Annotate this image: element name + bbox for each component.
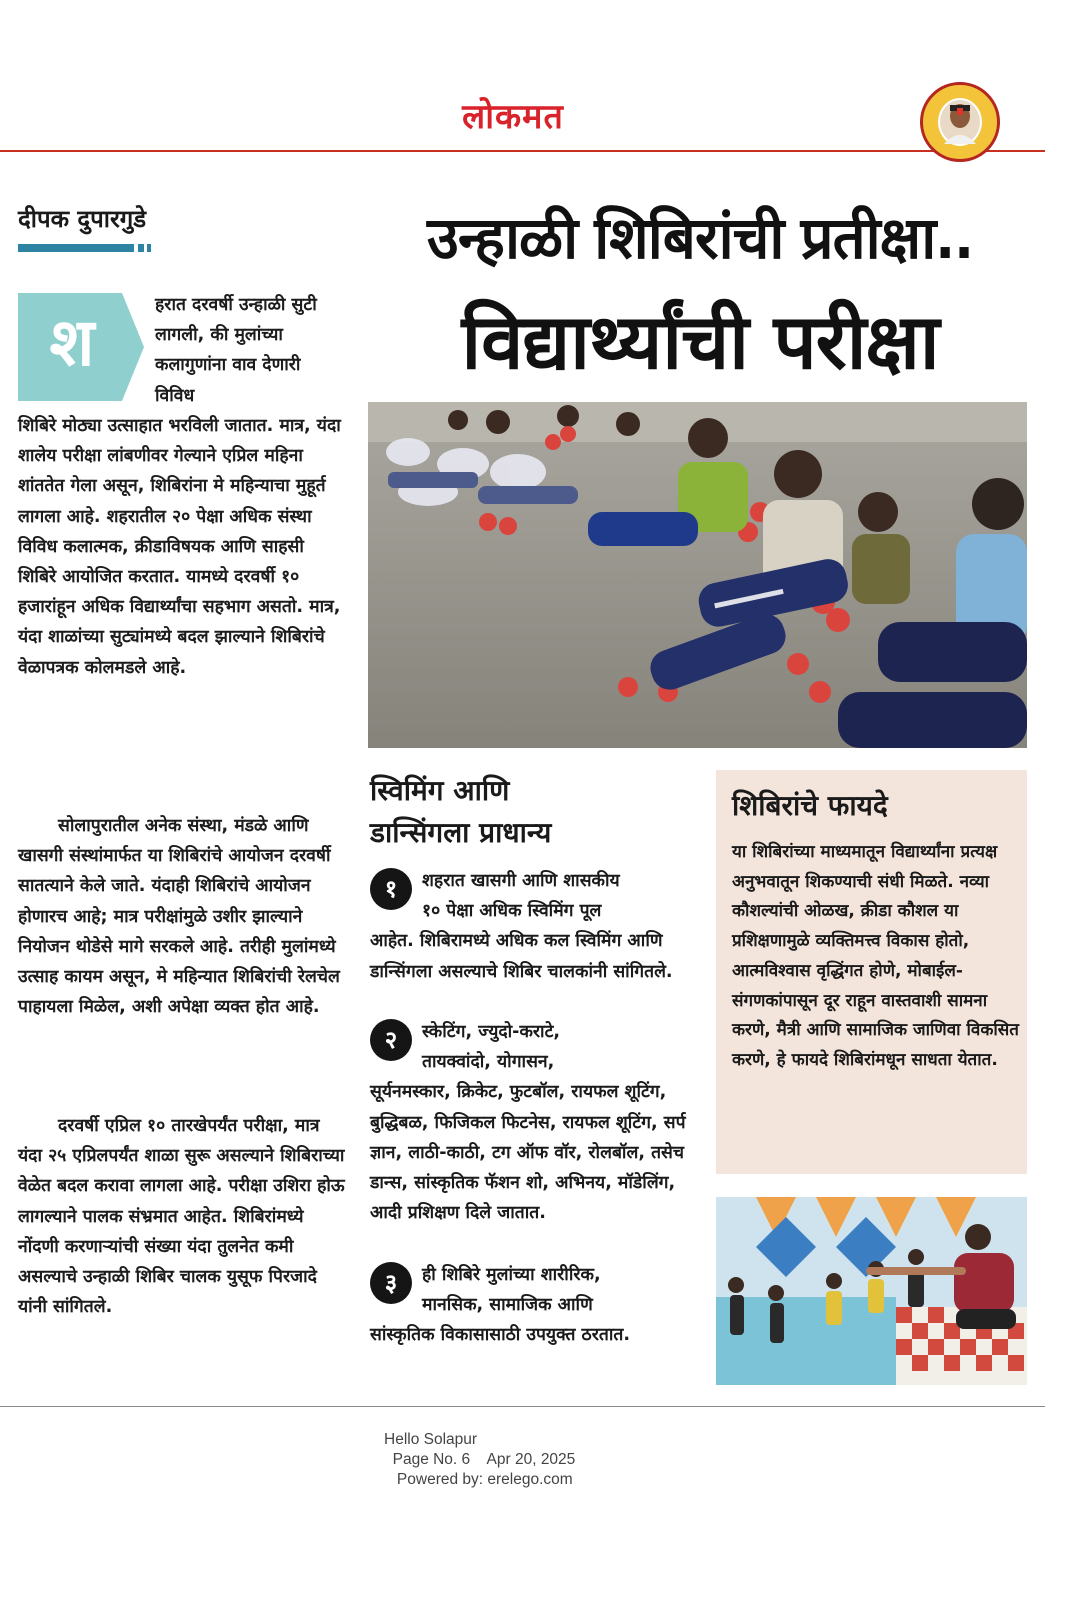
point-text: आहेत. शिबिरामध्ये अधिक कल स्विमिंग आणि डान्सिंगला असल्याचे शिबिर चालकांनी सांगितले. <box>370 931 673 982</box>
byline-underline-dash <box>147 244 151 252</box>
number-badge: २ <box>370 1019 412 1061</box>
lead-paragraph: शिबिरे मोठ्या उत्साहात भरविली जातात. मात्र, यंदा शालेय परीक्षा लांबणीवर गेल्याने एप्रिल महिना शांततेत गेला असून, शिबिरांना मे महिन्याचा मुहूर्त लागला आहे. शहरातील २० पेक्षा अधिक संस्था विविध कलात्मक, क्रीडाविषयक आणि साहसी शिबिरे आयोजित करतात. यामध्ये दरवर्षी १० हजारांहून अधिक विद्यार्थ्यांचा सहभाग असतो. मात्र, यंदा शाळांच्या सुट्यांमध्ये बदल झाल्याने शिबिरांचे वेळापत्रक कोलमडले आहे. <box>18 416 341 678</box>
subheading <box>370 770 690 854</box>
point-text-line: शहरात खासगी आणि शासकीय <box>422 871 620 891</box>
benefits-title: शिबिरांचे फायदे <box>732 789 888 822</box>
byline-underline <box>18 244 134 252</box>
lead-paragraph-start: हरात दरवर्षी उन्हाळी सुटी लागली, की मुलांच्या कलागुणांना वाव देणारी विविध <box>155 295 317 406</box>
subheading-line-2: डान्सिंगला प्राधान्य <box>370 816 552 849</box>
lokmat-logo: लोकमत <box>462 97 564 137</box>
number-badge: ३ <box>370 1262 412 1304</box>
point-item <box>370 1260 690 1351</box>
footer-rule <box>0 1406 1045 1407</box>
footer <box>384 1430 575 1490</box>
footer-powered-by: Powered by: erelego.com <box>384 1471 573 1488</box>
point-text-line: मानसिक, सामाजिक आणि <box>422 1295 593 1316</box>
point-item <box>370 1017 690 1228</box>
body-paragraph: सोलापुरातील अनेक संस्था, मंडळे आणि खासगी संस्थांमार्फत या शिबिरांचे आयोजन दरवर्षी सातत्याने केले जाते. यंदाही शिबिरांचे आयोजन होणारच आहे; मात्र परीक्षांमुळे उशीर झाल्याने नियोजन थोडेसे मागे सरकले आहे. तरीही मुलांमध्ये उत्साह कायम असून, मे महिन्यात शिबिरांची रेलचेल पाहायला मिळेल, अशी अपेक्षा व्यक्त होत आहे. <box>18 816 340 1018</box>
headline-line-2: विद्यार्थ्यांची परीक्षा <box>461 297 939 386</box>
point-text-line: ही शिबिरे मुलांच्या शारीरिक, <box>422 1265 601 1285</box>
byline: दीपक दुपारगुडे <box>18 205 147 233</box>
byline-underline-dash <box>138 244 144 252</box>
point-text: सांस्कृतिक विकासासाठी उपयुक्त ठरतात. <box>370 1325 630 1346</box>
skating-children-photo <box>368 402 1027 748</box>
footer-edition: Hello Solapur <box>384 1431 478 1448</box>
benefits-text: या शिबिरांच्या माध्यमातून विद्यार्थ्यांना प्रत्यक्ष अनुभवातून शिकण्याची संधी मिळते. नव्या कौशल्यांची ओळख, क्रीडा कौशल या प्रशिक्षणामुळे व्यक्तिमत्त्व विकास होतो, आत्मविश्वास वृद्धिंगत होणे, मोबाईल-संगणकांपासून दूर राहून वास्तवाशी सामना करणे, मैत्री आणि सामाजिक जाणिवा विकसित करणे, हे फायदे शिबिरांमधून साधता येतात. <box>732 842 1019 1070</box>
body-paragraph: दरवर्षी एप्रिल १० तारखेपर्यंत परीक्षा, मात्र यंदा २५ एप्रिलपर्यंत शाळा सुरू असल्याने शिबिराच्या वेळेत बदल करावा लागला आहे. परीक्षा उशिरा होऊ लागल्याने पालक संभ्रमात आहेत. शिबिरांमध्ये नोंदणी करणाऱ्यांची संख्या यंदा तुलनेत कमी असल्याचे उन्हाळी शिबिर चालक युसूफ पिरजादे यांनी सांगितले. <box>18 1116 345 1318</box>
headline-line-1: उन्हाळी शिबिरांची प्रतीक्षा.. <box>427 204 973 272</box>
point-text-line: १० पेक्षा अधिक स्विमिंग पूल <box>422 901 602 922</box>
footer-page-date: Page No. 6 Apr 20, 2025 <box>384 1451 576 1468</box>
point-text-line: स्केटिंग, ज्युदो-कराटे, <box>422 1022 561 1042</box>
portrait-icon <box>938 98 982 146</box>
point-text: सूर्यनमस्कार, क्रिकेट, फुटबॉल, रायफल शूटिंग, बुद्धिबळ, फिजिकल फिटनेस, रायफल शूटिंग, सर्प ज्ञान, लाठी-काठी, टग ऑफ वॉर, रोलबॉल, तसेच डान्स, सांस्कृतिक फॅशन शो, अभिनय, मॉडेलिंग, आदी प्रशिक्षण दिले जातात. <box>370 1082 686 1224</box>
point-text-line: तायक्वांदो, योगासन, <box>422 1052 555 1073</box>
dropcap-letter: श <box>49 304 95 381</box>
profile-seal <box>920 82 1000 162</box>
subheading-line-1: स्विमिंग आणि <box>370 774 510 807</box>
masthead-rule <box>0 150 1045 152</box>
dropcap <box>18 293 144 401</box>
swimming-pool-photo <box>716 1197 1027 1385</box>
point-item <box>370 866 690 987</box>
number-badge: १ <box>370 868 412 910</box>
